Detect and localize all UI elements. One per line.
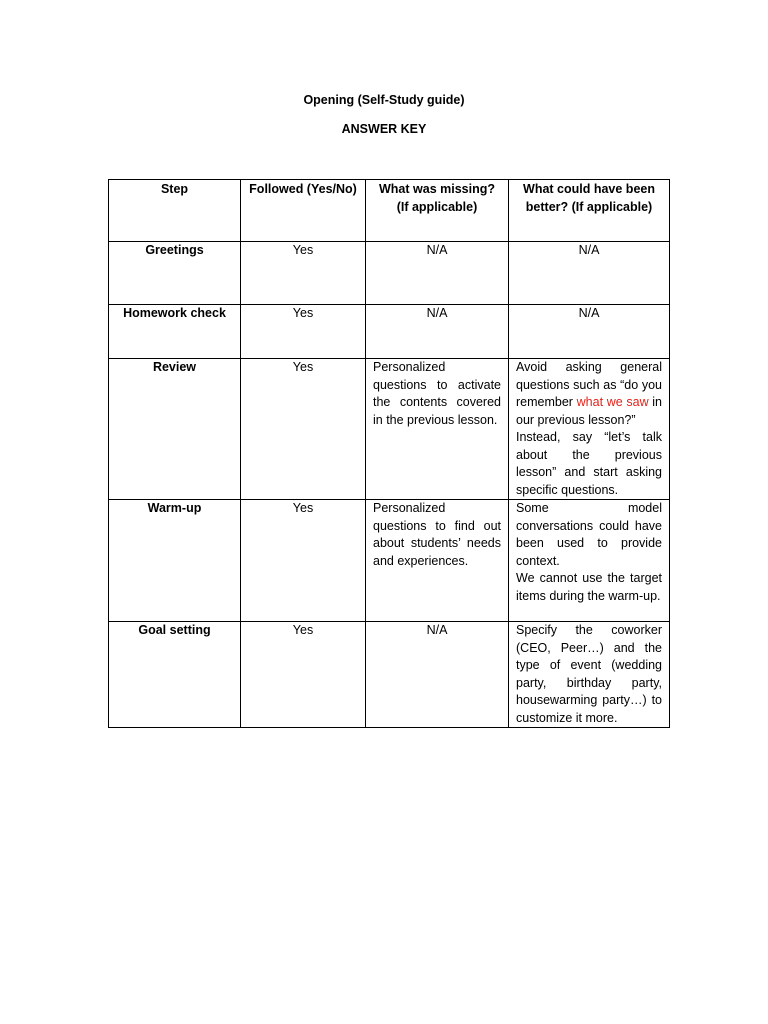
- better-text-second: We cannot use the target items during the warm-up.: [516, 571, 662, 603]
- table-header-row: [109, 180, 670, 242]
- table-row-warm-up: [109, 500, 670, 622]
- step-cell: Warm-up: [109, 500, 241, 622]
- step-cell: Goal setting: [109, 622, 241, 728]
- better-text-second: Instead, say “let’s talk about the previous lesson” and start asking specific questions.: [516, 430, 662, 497]
- document-subtitle: ANSWER KEY: [341, 122, 427, 136]
- followed-cell: Yes: [241, 359, 366, 500]
- better-text-before: Avoid asking general questions such as “do you remember: [516, 360, 662, 409]
- header-followed: Followed (Yes/No): [241, 180, 366, 242]
- missing-cell: Personalized questions to activate the contents covered in the previous lesson.: [366, 359, 509, 500]
- better-cell: [509, 359, 670, 500]
- missing-cell: N/A: [366, 305, 509, 359]
- followed-cell: Yes: [241, 500, 366, 622]
- missing-cell: N/A: [366, 622, 509, 728]
- document-title: Opening (Self-Study guide): [303, 93, 465, 107]
- better-cell: [509, 500, 670, 622]
- followed-cell: Yes: [241, 242, 366, 305]
- followed-cell: Yes: [241, 305, 366, 359]
- table-row-goal-setting: [109, 622, 670, 728]
- followed-cell: Yes: [241, 622, 366, 728]
- table-row-review: [109, 359, 670, 500]
- better-text-after: in our previous lesson?”: [516, 395, 663, 427]
- table-row-greetings: [109, 242, 670, 305]
- highlighted-phrase: what we saw: [576, 395, 649, 409]
- header-missing: What was missing? (If applicable): [366, 180, 509, 242]
- better-text: Some model conversations could have been used to provide context.: [516, 501, 662, 568]
- missing-cell: N/A: [366, 242, 509, 305]
- table-row-homework-check: [109, 305, 670, 359]
- header-step: Step: [109, 180, 241, 242]
- step-cell: Review: [109, 359, 241, 500]
- answer-key-table: [108, 179, 670, 728]
- better-cell: N/A: [509, 305, 670, 359]
- better-cell: Specify the coworker (CEO, Peer…) and the type of event (wedding party, birthday party, housewarming party…) to customize it more.: [509, 622, 670, 728]
- header-better: What could have been better? (If applicable): [509, 180, 670, 242]
- better-cell: N/A: [509, 242, 670, 305]
- better-text: [516, 359, 662, 429]
- missing-cell: Personalized questions to find out about students’ needs and experiences.: [366, 500, 509, 622]
- step-cell: Greetings: [109, 242, 241, 305]
- step-cell: Homework check: [109, 305, 241, 359]
